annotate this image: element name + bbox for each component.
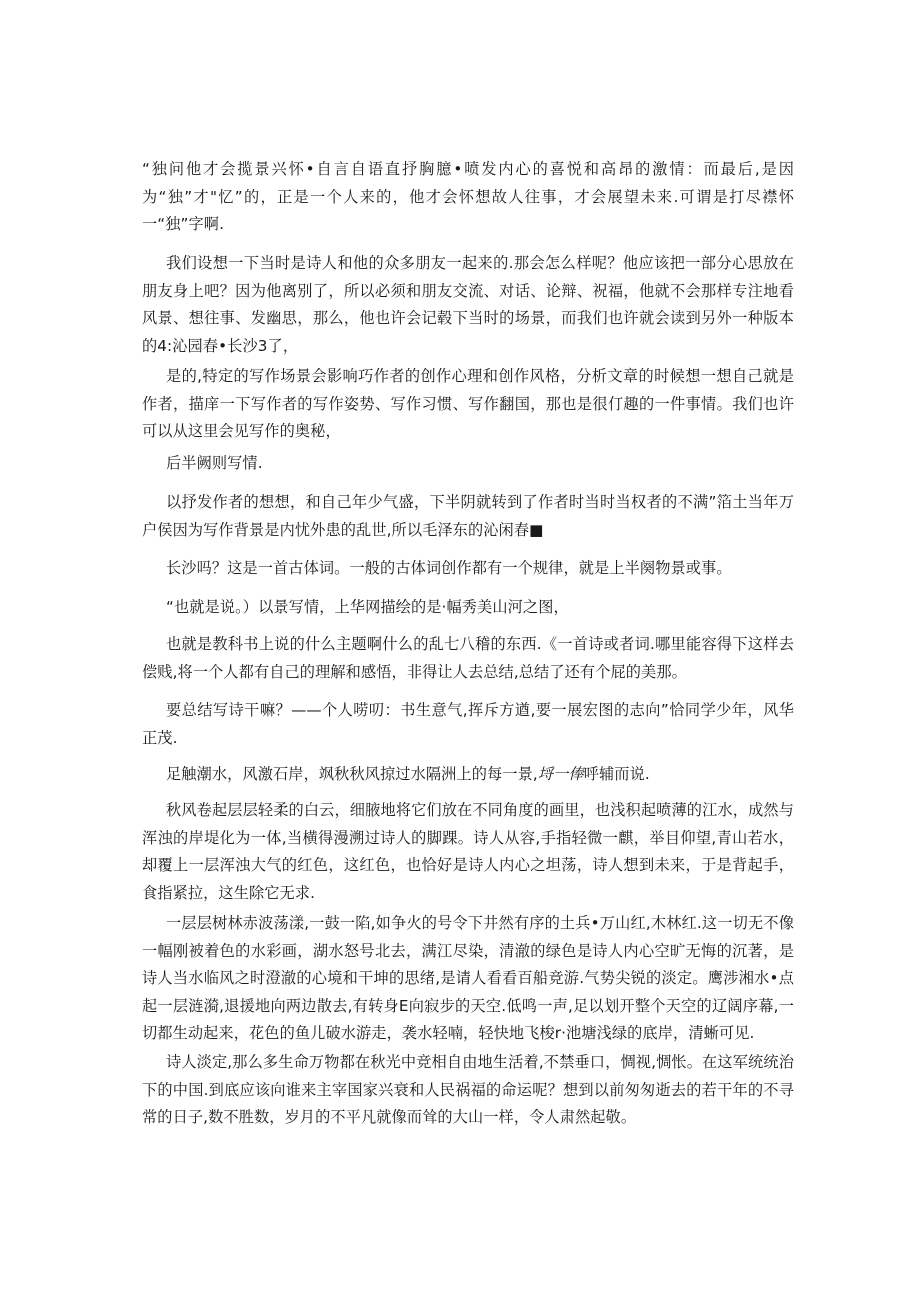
paragraph-1: “独问他才会揽景兴怀•自言自语直抒胸臆•喷发内心的喜悦和高昂的激情：而最后,是因为“独”才"忆”的，正是一个人来的，他才会怀想故人往事，才会展望未来.可谓是打尽襟怀一“独”字啊. [142,160,794,233]
paragraph-5: 以抒发作者的想想，和自己年少气盛，下半阴就转到了作者时当时当权者的不满”箔土当年万户侯因为写作背景是内忧外患的乱世,所以毛泽东的沁闲春■ [142,493,794,539]
paragraph-9: 要总结写诗干嘛？——个人唠叨：书生意气,挥斥方遒,要一展宏图的志向”恰同学少年，风华正茂. [142,701,794,747]
paragraph-12: 一层层树林赤波荡漾,一鼓一陷,如争火的号令下井然有序的土兵•万山红,木林红.这一切无不像一幅刚被着色的水彩画，湖水怒号北去，满江尽染，清澈的绿色是诗人内心空旷无悔的沉著，是诗人当水临风之时澄澈的心境和干坤的思绪,是请人看看百船竞游.气势尖锐的淡定。鹰涉湘水•点起一层涟漪,退援地向两边散去,有转身E向寂步的天空.低鸣一声,足以划开整个天空的辽阔序幕,一切都生动起来，花色的鱼儿破水游走，袭水轻喃，轻快地飞梭r·池塘浅绿的底岸，清蜥可见. [142,914,794,1042]
paragraph-4: 后半阙则写情. [166,454,263,472]
paragraph-10: 足触潮水，风激石岸，飒秋秋风掠过水隔洲上的每一景,埒一俸呼辅而说. [166,765,650,783]
paragraph-11: 秋风卷起层层轻柔的白云，细腋地将它们放在不同角度的画里，也浅积起喷薄的江水，成然与浑浊的岸堤化为一体,当横得漫溯过诗人的脚踝。诗人从容,手指轻微一麒，举目仰望,青山若水，却覆上一层浑浊大气的红色，这红色，也恰好是诗人内心之坦荡，诗人想到未来，于是背起手，食指紧拉，这生除它无求. [142,801,794,902]
paragraph-6: 长沙吗？这是一首古体词。一般的古体词创作都有一个规律，就是上半阕物景或事。 [166,559,732,577]
paragraph-3: 是的,特定的写作场景会影响巧作者的创作心理和创作风格，分析文章的时候想一想自己就是作者，描庠一下写作者的写作姿势、写作习惯、写作翻国，那也是很仃趣的一件事情。我们也许可以从这里会见写作的奥秘， [142,367,794,440]
paragraph-2: 我们设想一下当时是诗人和他的众多朋友一起来的.那会怎么样呢？他应该把一部分心思放在朋友身上吧？因为他离别了，所以必须和朋友交流、对话、论辩、祝福，他就不会那样专注地看风景、想往事、发幽思，那么，他也许会记毂下当时的场景，而我们也许就会读到另外一种版本的4:沁园春•长沙3了， [142,254,794,355]
paragraph-8: 也就是教科书上说的什么主题啊什么的乱七八稽的东西.《一首诗或者词.哪里能容得下这样去偿贱,将一个人都有自己的理解和感悟，非得让人去总结,总结了还有个屁的美那。 [142,635,794,681]
paragraph-7: “也就是说。）以景写情，上华网描绘的是·幅秀美山河之图， [166,598,569,616]
paragraph-13: 诗人淡定,那么多生命万物都在秋光中竞相自由地生活着,不禁垂口，惆视,惆怅。在这军统统治下的中国.到底应该向谁来主宰国家兴衰和人民祸福的命运呢？想到以前匆匆逝去的若干年的不寻常的日子,数不胜数，岁月的不平凡就像而耸的大山一样，令人肃然起敬。 [142,1053,794,1126]
